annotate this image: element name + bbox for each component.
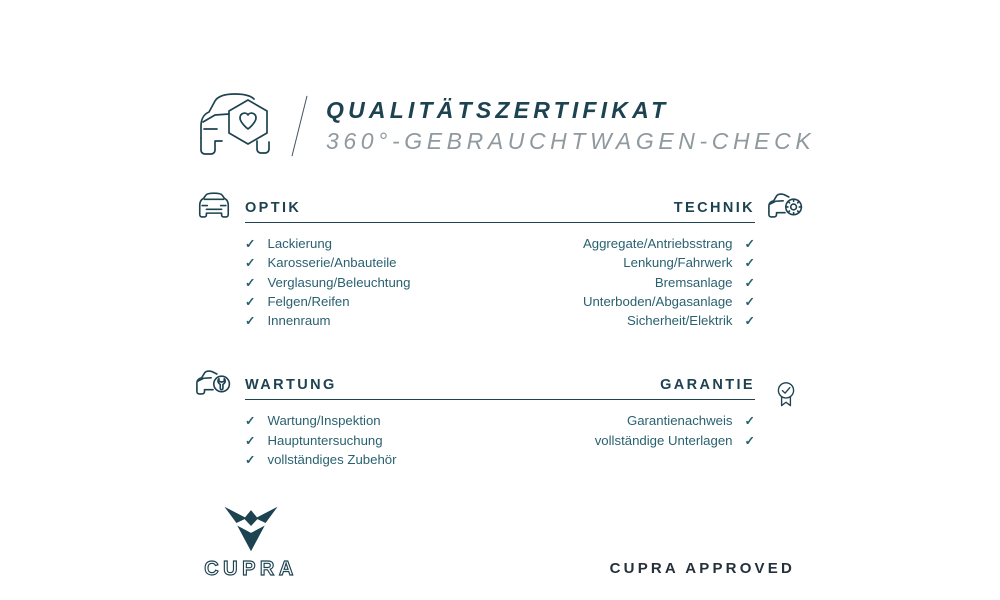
item-label: Bremsanlage (654, 274, 733, 290)
approved-label: CUPRA APPROVED (609, 560, 795, 577)
check-icon: ✓ (744, 294, 755, 309)
list-item (245, 255, 410, 271)
section-wartung-garantie (195, 367, 805, 471)
item-label: Lenkung/Fahrwerk (623, 255, 733, 271)
item-label: vollständige Unterlagen (594, 432, 733, 448)
car-wrench-icon (195, 367, 233, 399)
certificate-header (195, 86, 816, 166)
section-optik-technik (195, 190, 805, 332)
cupra-wordmark: CUPRA (204, 558, 298, 580)
check-icon: ✓ (245, 414, 256, 429)
list-item (595, 413, 755, 429)
check-icon: ✓ (245, 433, 256, 448)
checklist-garantie (595, 413, 755, 471)
list-item (583, 294, 755, 310)
item-label: Garantienachweis (626, 413, 733, 429)
list-item (245, 236, 410, 252)
cupra-trident-icon (223, 505, 279, 553)
item-label: Wartung/Inspektion (267, 413, 381, 429)
check-icon: ✓ (744, 414, 755, 429)
section-label-technik: TECHNIK (673, 200, 755, 216)
certificate-page (195, 0, 816, 581)
checklist-wartung (245, 413, 397, 471)
checklists-optik-technik (245, 236, 755, 332)
item-label: Felgen/Reifen (267, 293, 350, 309)
list-item (245, 433, 397, 449)
item-label: Unterboden/Abgasanlage (582, 293, 733, 309)
check-icon: ✓ (744, 275, 755, 290)
check-icon: ✓ (744, 314, 755, 328)
item-label: Verglasung/Beleuchtung (267, 274, 411, 290)
check-icon: ✓ (245, 256, 256, 271)
band-optik-technik (195, 190, 805, 223)
list-item (245, 452, 397, 468)
list-item (583, 236, 755, 252)
car-front-icon (195, 190, 233, 222)
checklist-technik (583, 236, 755, 332)
section-label-optik: OPTIK (245, 200, 302, 216)
item-label: Innenraum (267, 313, 331, 328)
band-underline (245, 377, 755, 400)
section-label-wartung: WARTUNG (245, 377, 337, 394)
item-label: Aggregate/Antriebsstrang (582, 236, 733, 251)
car-hex-badge-icon (195, 86, 277, 166)
certificate-footer (195, 505, 805, 581)
list-item (583, 313, 755, 329)
band-wartung-garantie (195, 367, 805, 400)
check-icon: ✓ (744, 237, 755, 251)
band-underline (245, 200, 755, 223)
cupra-logo (195, 505, 307, 581)
list-item (245, 313, 410, 329)
header-text (326, 97, 815, 155)
list-item (245, 275, 410, 291)
award-ribbon-icon (767, 380, 805, 412)
car-gear-icon (767, 190, 805, 222)
item-label: Sicherheit/Elektrik (626, 313, 733, 328)
check-icon: ✓ (744, 256, 755, 271)
list-item (595, 433, 755, 449)
item-label: Lackierung (267, 236, 332, 251)
checklist-optik (245, 236, 410, 332)
list-item (245, 413, 397, 429)
list-item (245, 294, 410, 310)
divider-slash (292, 96, 308, 156)
check-icon: ✓ (245, 452, 256, 467)
check-icon: ✓ (744, 433, 755, 448)
check-icon: ✓ (245, 237, 256, 251)
list-item (583, 255, 755, 271)
check-icon: ✓ (245, 275, 256, 290)
check-icon: ✓ (245, 294, 256, 309)
checklists-wartung-garantie (245, 413, 755, 471)
page-subtitle: 360°-GEBRAUCHTWAGEN-CHECK (326, 128, 816, 154)
item-label: vollständiges Zubehör (267, 451, 397, 467)
list-item (583, 275, 755, 291)
section-label-garantie: GARANTIE (660, 377, 755, 394)
item-label: Karosserie/Anbauteile (267, 255, 397, 271)
check-icon: ✓ (245, 314, 256, 328)
item-label: Hauptuntersuchung (267, 432, 383, 448)
page-title: QUALITÄTSZERTIFIKAT (326, 97, 670, 123)
